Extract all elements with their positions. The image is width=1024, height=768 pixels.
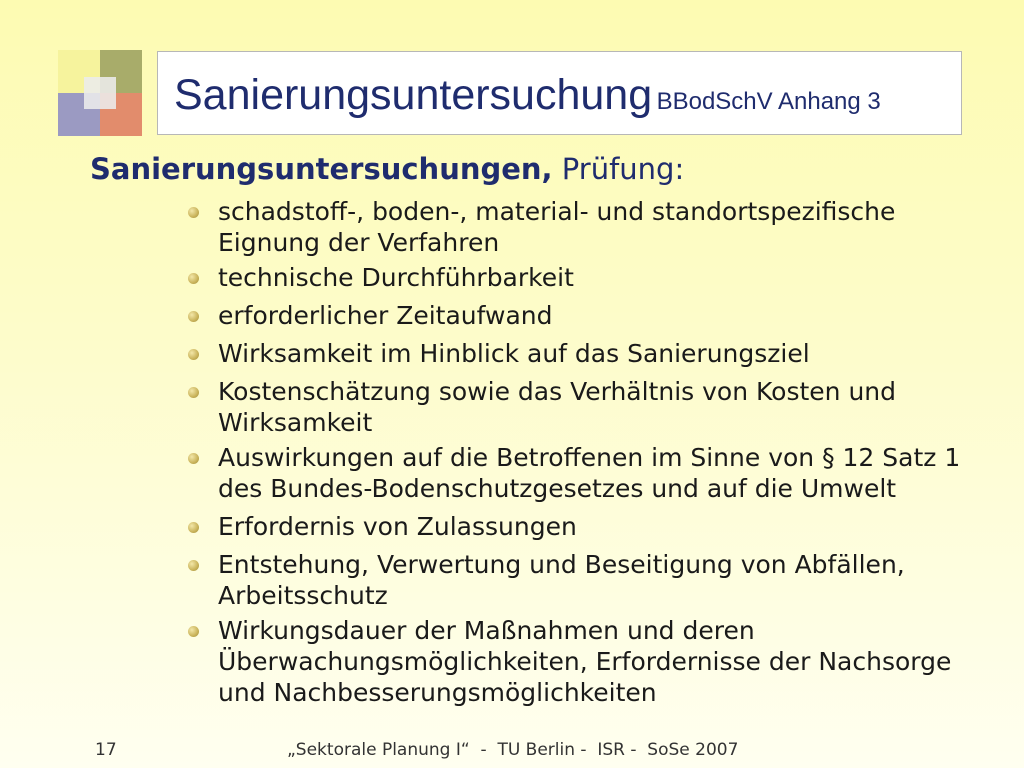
- bullet-item: [186, 262, 986, 300]
- bullet-icon: [188, 522, 199, 533]
- bullet-text: Auswirkungen auf die Betroffenen im Sinne von § 12 Satz 1 des Bundes-Bodenschutzgesetzes und auf die Umwelt: [218, 443, 961, 503]
- bullet-text: Kostenschätzung sowie das Verhältnis von Kosten und Wirksamkeit: [218, 377, 897, 437]
- title-main: Sanierungsuntersuchung: [174, 71, 653, 119]
- bullet-text: Wirksamkeit im Hinblick auf das Sanierungsziel: [218, 339, 810, 368]
- bullet-item: [186, 338, 986, 376]
- bullet-item: [186, 376, 986, 442]
- bullet-text: Entstehung, Verwertung und Beseitigung von Abfällen, Arbeitsschutz: [218, 550, 905, 610]
- title-subtitle: BBodSchV Anhang 3: [656, 88, 881, 115]
- slide-title: [174, 71, 881, 120]
- slide-logo: [58, 50, 142, 136]
- bullet-text: Erfordernis von Zulassungen: [218, 512, 577, 541]
- bullet-item: [186, 615, 986, 711]
- bullet-text: Wirkungsdauer der Maßnahmen und deren Überwachungsmöglichkeiten, Erfordernisse der Nachsorge und Nachbesserungsmöglichkeiten: [218, 616, 952, 707]
- bullet-icon: [188, 207, 199, 218]
- logo-square-overlay: [84, 77, 116, 109]
- bullet-list: [186, 196, 986, 711]
- bullet-icon: [188, 560, 199, 571]
- title-box: [157, 51, 962, 135]
- bullet-icon: [188, 453, 199, 464]
- bullet-text: erforderlicher Zeitaufwand: [218, 301, 553, 330]
- bullet-text: technische Durchführbarkeit: [218, 263, 574, 292]
- bullet-icon: [188, 387, 199, 398]
- bullet-text: schadstoff-, boden-, material- und standortspezifische Eignung der Verfahren: [218, 197, 896, 257]
- bullet-icon: [188, 273, 199, 284]
- bullet-item: [186, 511, 986, 549]
- section-heading: [90, 152, 684, 186]
- bullet-icon: [188, 311, 199, 322]
- heading-bold: Sanierungsuntersuchungen,: [90, 152, 553, 186]
- bullet-item: [186, 442, 986, 511]
- bullet-icon: [188, 349, 199, 360]
- bullet-item: [186, 300, 986, 338]
- bullet-item: [186, 549, 986, 615]
- heading-rest: Prüfung:: [561, 152, 685, 186]
- footer-text: „Sektorale Planung I“ - TU Berlin - ISR - SoSe 2007: [287, 740, 739, 760]
- bullet-icon: [188, 626, 199, 637]
- bullet-item: [186, 196, 986, 262]
- page-number: 17: [95, 740, 117, 760]
